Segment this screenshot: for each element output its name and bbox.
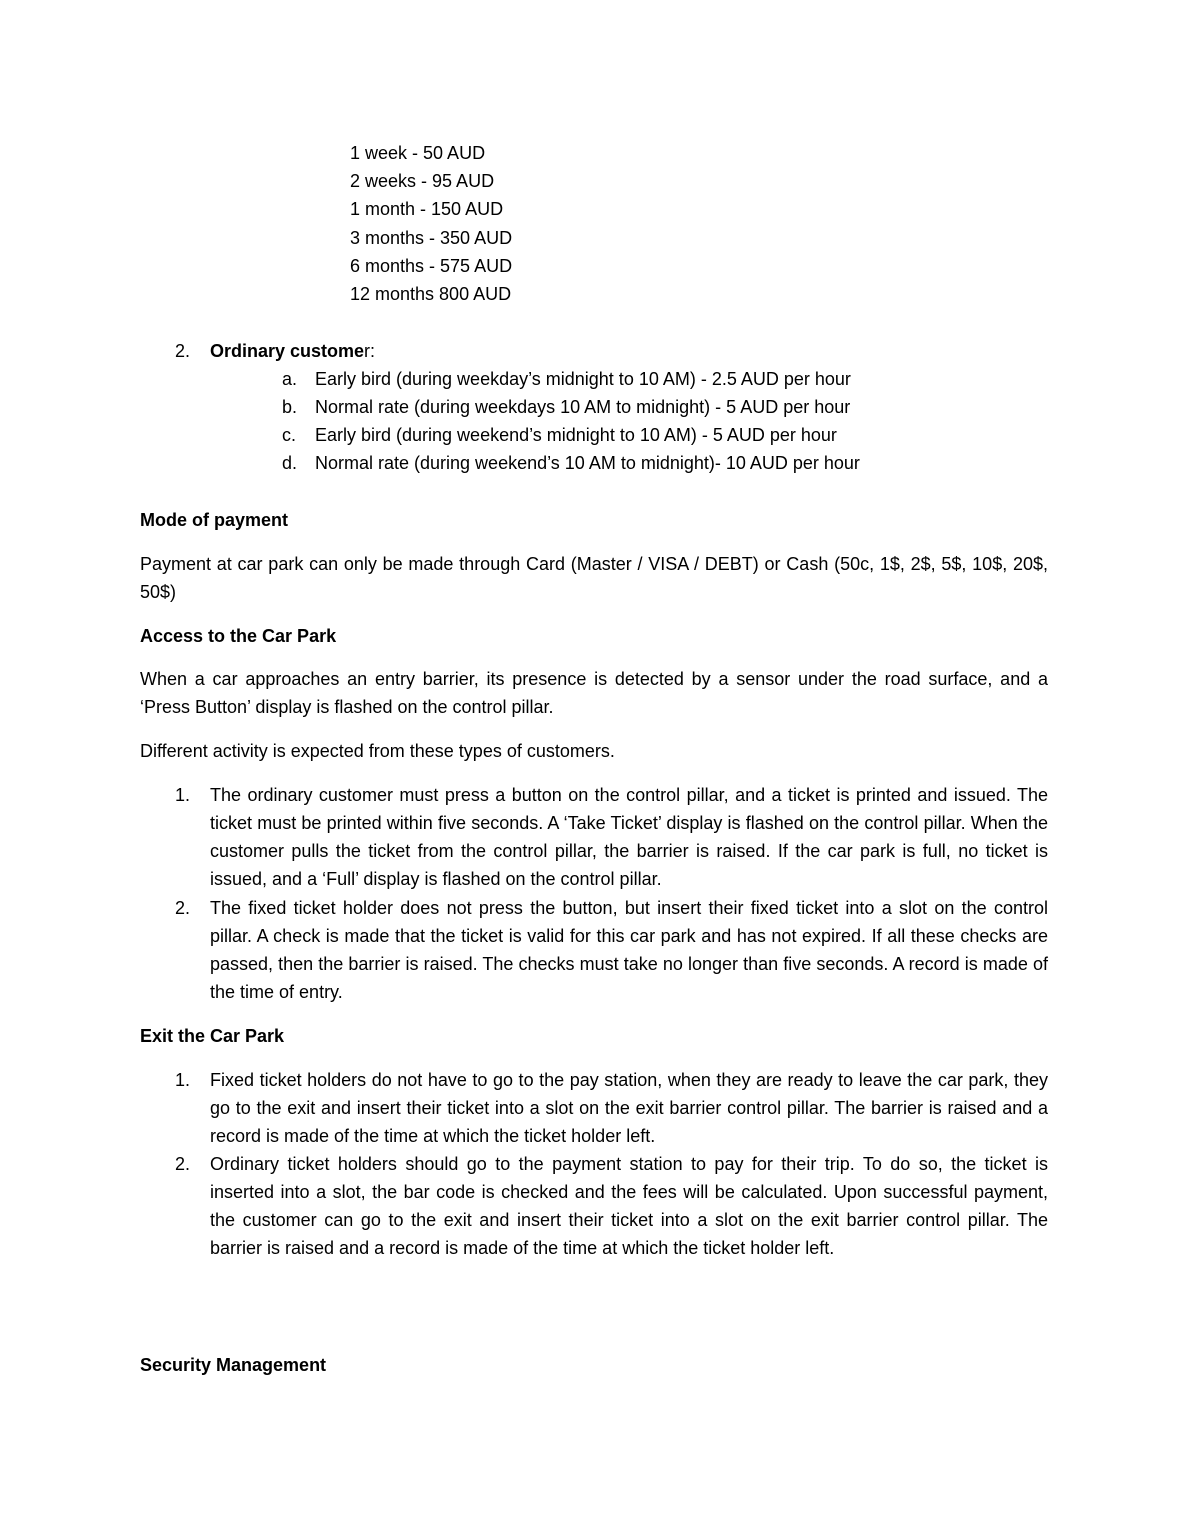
payment-heading: Mode of payment bbox=[140, 510, 289, 530]
plan-item: 1 week - 50 AUD bbox=[350, 143, 486, 163]
list-number: 2. bbox=[175, 341, 191, 361]
exit-item-ordinary: Ordinary ticket holders should go to the payment station to pay for their trip. To do so, the ticket is inserted into a slot, the bar code is checked and the fees will be calculated. Upon successful payment, the customer can go to the exit and insert their ticket into a slot on the exit barrier control pillar. The barrier is raised and a record is made of the time at which the ticket holder left. bbox=[210, 1154, 1048, 1258]
rate-text: Early bird (during weekend’s midnight to 10 AM) - 5 AUD per hour bbox=[315, 425, 837, 445]
rate-letter: c. bbox=[282, 425, 297, 445]
fixed-plan-price-list bbox=[350, 139, 512, 308]
rate-text: Normal rate (during weekend’s 10 AM to midnight)- 10 AUD per hour bbox=[315, 453, 860, 473]
payment-text: Payment at car park can only be made through Card (Master / VISA / DEBT) or Cash (50c, 1$, 2$, 5$, 10$, 20$, 50$) bbox=[140, 554, 1048, 602]
exit-heading: Exit the Car Park bbox=[140, 1026, 285, 1046]
plan-item: 1 month - 150 AUD bbox=[350, 199, 504, 220]
list-number: 1. bbox=[175, 785, 191, 805]
rate-letter: d. bbox=[282, 453, 298, 473]
access-item-ordinary: The ordinary customer must press a button on the control pillar, and a ticket is printed and issued. The ticket must be printed within five seconds. A ‘Take Ticket’ display is flashed on the control pillar. When the customer pulls the ticket from the control pillar, the barrier is raised. If the car park is full, no ticket is issued, and a ‘Full’ display is flashed on the control pillar. bbox=[210, 785, 1048, 889]
access-heading: Access to the Car Park bbox=[140, 626, 337, 646]
rate-letter: b. bbox=[282, 397, 298, 417]
access-intro: When a car approaches an entry barrier, its presence is detected by a sensor under the road surface, and a ‘Press Button’ display is flashed on the control pillar. bbox=[140, 669, 1048, 717]
list-number: 1. bbox=[175, 1070, 191, 1090]
plan-item: 2 weeks - 95 AUD bbox=[350, 171, 495, 192]
title-bold: Ordinary custome bbox=[210, 341, 365, 361]
rate-letter: a. bbox=[282, 369, 298, 389]
plan-item: 3 months - 350 AUD bbox=[350, 227, 513, 248]
access-activity: Different activity is expected from these types of customers. bbox=[140, 741, 615, 761]
plan-item: 12 months 800 AUD bbox=[350, 283, 512, 304]
title-rest: r: bbox=[364, 341, 376, 361]
plan-item: 6 months - 575 AUD bbox=[350, 255, 513, 276]
security-heading: Security Management bbox=[140, 1355, 327, 1375]
exit-item-fixed: Fixed ticket holders do not have to go to the pay station, when they are ready to leave the car park, they go to the exit and insert their ticket into a slot on the exit barrier control pillar. The barrier is raised and a record is made of the time at which the ticket holder left. bbox=[210, 1070, 1048, 1146]
rate-text: Early bird (during weekday’s midnight to 10 AM) - 2.5 AUD per hour bbox=[315, 369, 851, 389]
rate-text: Normal rate (during weekdays 10 AM to midnight) - 5 AUD per hour bbox=[315, 397, 851, 417]
list-number: 2. bbox=[175, 898, 191, 918]
list-number: 2. bbox=[175, 1154, 191, 1174]
ordinary-customer-title bbox=[210, 337, 375, 365]
access-item-fixed: The fixed ticket holder does not press the button, but insert their fixed ticket into a slot on the control pillar. A check is made that the ticket is valid for this car park and has not expired. If all these checks are passed, then the barrier is raised. The checks must take no longer than five seconds. A record is made of the time of entry. bbox=[210, 898, 1048, 1002]
